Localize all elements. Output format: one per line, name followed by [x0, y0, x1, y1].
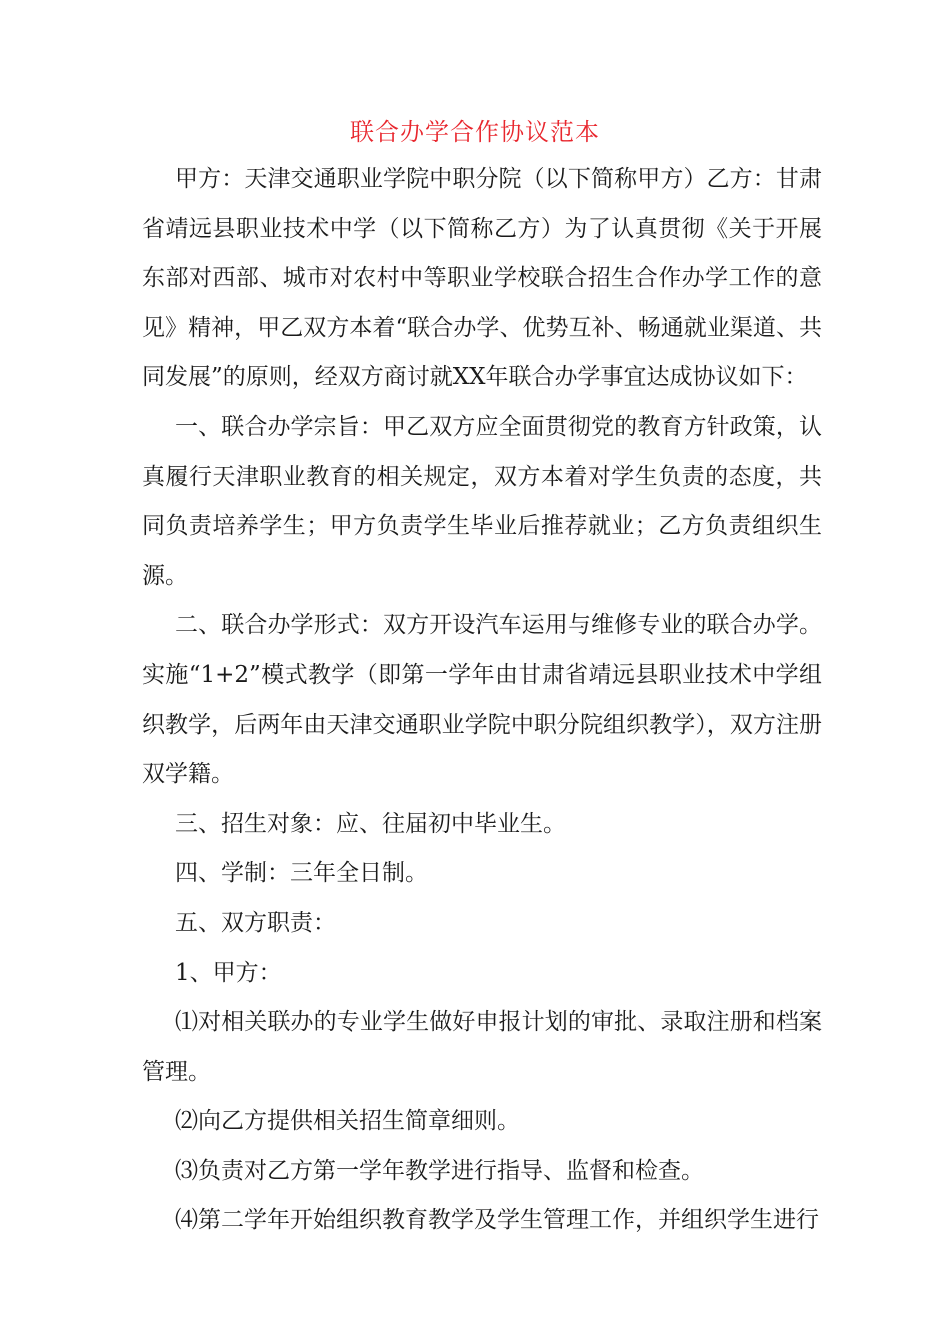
paragraph-intro: 甲方：天津交通职业学院中职分院（以下简称甲方）乙方：甘肃省靖远县职业技术中学（以下简称乙方）为了认真贯彻《关于开展东部对西部、城市对农村中等职业学校联合招生合作办学工作的意见》精神，甲乙双方本着“联合办学、优势互补、畅通就业渠道、共同发展”的原则，经双方商讨就XX年联合办学事宜达成协议如下：	[142, 166, 822, 391]
paragraph-section-2: 二、联合办学形式：双方开设汽车运用与维修专业的联合办学。实施“1+2”模式教学（即第一学年由甘肃省靖远县职业技术中学组织教学，后两年由天津交通职业学院中职分院组织教学），双方注册双学籍。	[142, 612, 822, 788]
paragraph-item-1: ⑴对相关联办的专业学生做好申报计划的审批、录取注册和档案管理。	[142, 1009, 822, 1085]
paragraph-section-3: 三、招生对象：应、往届初中毕业生。	[175, 810, 566, 837]
paragraph-section-4: 四、学制：三年全日制。	[175, 860, 428, 887]
paragraph-item-3: ⑶负责对乙方第一学年教学进行指导、监督和检查。	[175, 1157, 704, 1184]
paragraph-section-5: 五、双方职责：	[175, 909, 336, 936]
paragraph-section-1: 一、联合办学宗旨：甲乙双方应全面贯彻党的教育方针政策，认真履行天津职业教育的相关规定，双方本着对学生负责的态度，共同负责培养学生；甲方负责学生毕业后推荐就业；乙方负责组织生源。	[142, 413, 822, 589]
paragraph-item-4: ⑷第二学年开始组织教育教学及学生管理工作，并组织学生进行	[175, 1207, 819, 1234]
paragraph-item-2: ⑵向乙方提供相关招生简章细则。	[175, 1108, 520, 1135]
paragraph-party-a: 1、甲方：	[175, 959, 282, 986]
document-title: 联合办学合作协议范本	[350, 118, 600, 146]
document-body	[142, 155, 822, 1246]
